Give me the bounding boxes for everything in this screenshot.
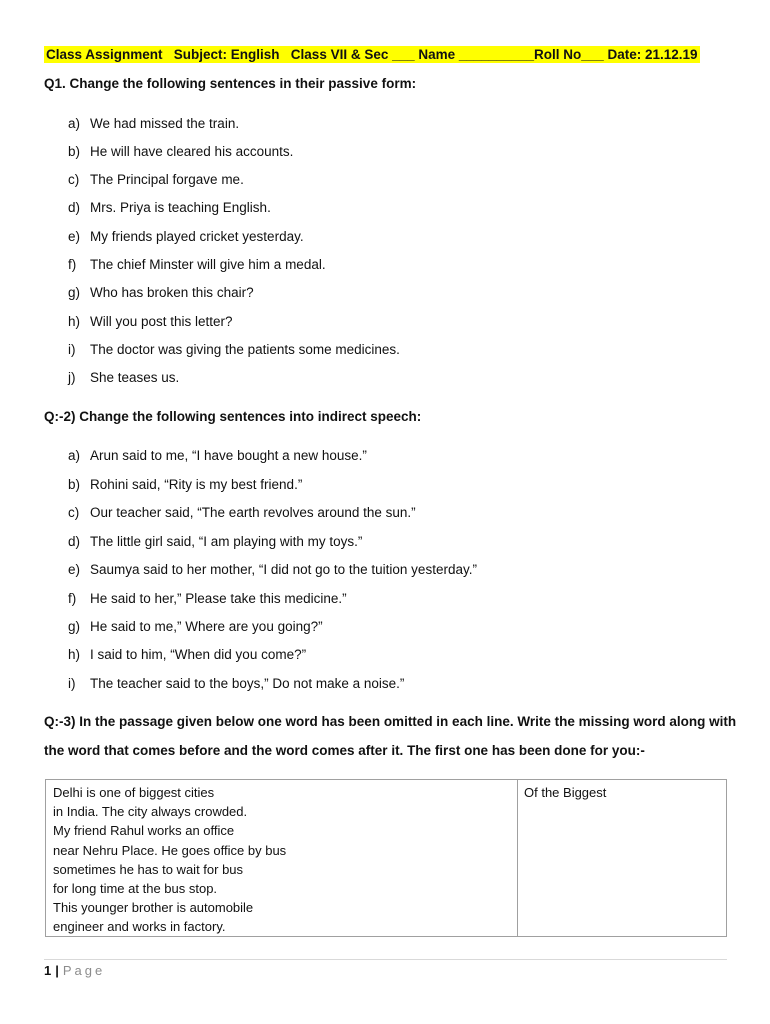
passage-line: Delhi is one of biggest cities	[53, 785, 215, 800]
q3-title-line1: Q:-3) In the passage given below one word has been omitted in each line. Write the missing word along with	[44, 714, 737, 729]
answer-cell: Of the Biggest	[524, 785, 607, 800]
passage-line: near Nehru Place. He goes office by bus	[53, 842, 287, 858]
passage-table	[45, 779, 727, 937]
page-footer	[44, 963, 105, 978]
list-item: b) He will have cleared his accounts.	[68, 144, 294, 159]
list-item: h) I said to him, “When did you come?”	[68, 647, 307, 662]
list-item: c) Our teacher said, “The earth revolves around the sun.”	[68, 505, 416, 520]
page-label: Page	[62, 963, 106, 978]
list-item: d) Mrs. Priya is teaching English.	[68, 200, 271, 215]
q1-title: Q1. Change the following sentences in their passive form:	[44, 76, 417, 91]
list-item: a) Arun said to me, “I have bought a new house.”	[68, 448, 367, 463]
list-item: g) Who has broken this chair?	[68, 285, 254, 300]
list-item: e) Saumya said to her mother, “I did not go to the tuition yesterday.”	[68, 562, 477, 577]
list-item: e) My friends played cricket yesterday.	[68, 229, 304, 244]
assignment-header: Class Assignment Subject: English Class VII & Sec ___ Name __________Roll No___ Date: 21.12.19	[46, 47, 698, 62]
list-item: g) He said to me,” Where are you going?”	[68, 619, 323, 634]
passage-line: engineer and works in factory.	[53, 919, 226, 935]
list-item: h) Will you post this letter?	[68, 314, 233, 329]
passage-line: This younger brother is automobile	[53, 900, 254, 916]
list-item: c) The Principal forgave me.	[68, 172, 244, 187]
list-item: f) He said to her,” Please take this medicine.”	[68, 591, 347, 606]
q2-title: Q:-2) Change the following sentences into indirect speech:	[44, 409, 422, 424]
list-item: b) Rohini said, “Rity is my best friend.”	[68, 477, 303, 492]
passage-line: sometimes he has to wait for bus	[53, 861, 244, 877]
passage-line: for long time at the bus stop.	[53, 881, 218, 897]
list-item: a) We had missed the train.	[68, 116, 240, 131]
passage-cell	[53, 783, 286, 937]
q3-title-line2: the word that comes before and the word comes after it. The first one has been done for you:-	[44, 743, 645, 758]
list-item: j) She teases us.	[68, 370, 180, 385]
list-item: f) The chief Minster will give him a medal.	[68, 257, 326, 272]
passage-line: My friend Rahul works an office	[53, 823, 235, 839]
table-divider	[517, 780, 518, 936]
footer-separator: |	[55, 963, 59, 978]
list-item: d) The little girl said, “I am playing with my toys.”	[68, 534, 363, 549]
list-item: i) The doctor was giving the patients some medicines.	[68, 342, 400, 357]
footer-rule	[44, 959, 727, 960]
page-number: 1	[44, 963, 52, 978]
list-item: i) The teacher said to the boys,” Do not make a noise.”	[68, 676, 405, 691]
passage-line: in India. The city always crowded.	[53, 804, 248, 820]
